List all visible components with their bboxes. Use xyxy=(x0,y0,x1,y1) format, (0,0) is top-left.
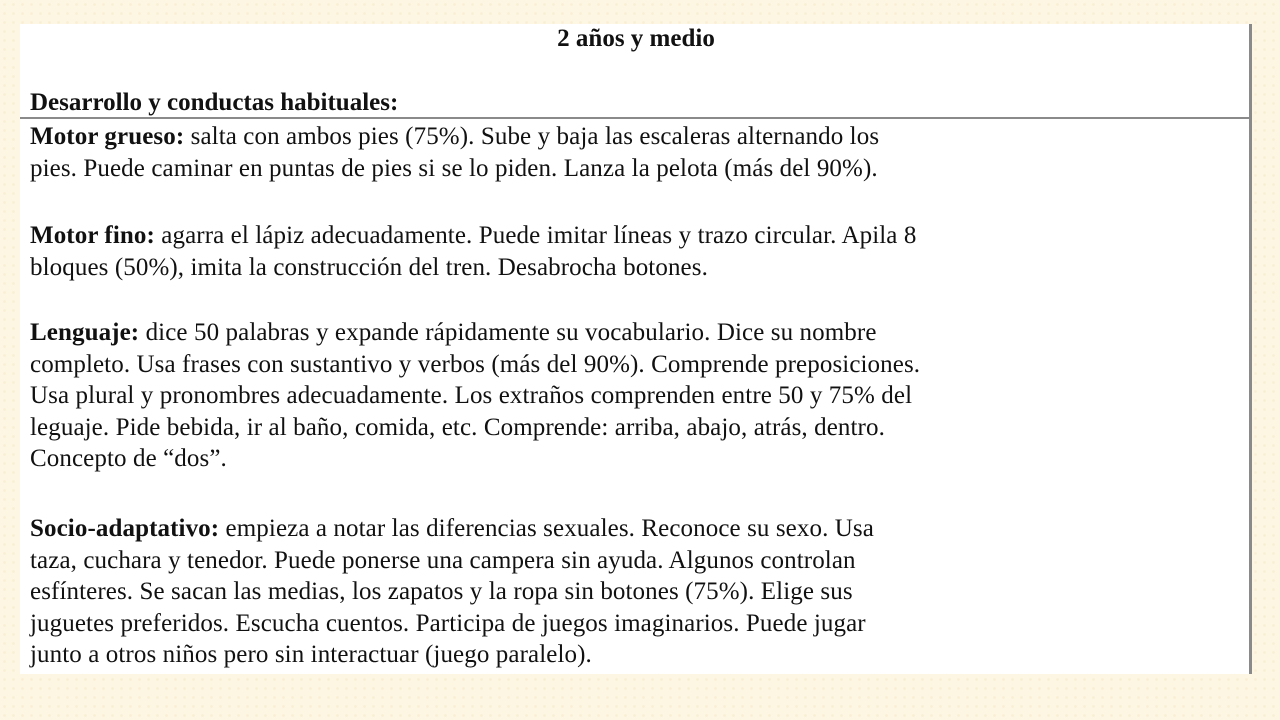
text-line: bloques (50%), imita la construcción del tren. Desabrocha botones. xyxy=(30,253,708,281)
section-label: Motor grueso: xyxy=(30,123,185,150)
text-line: completo. Usa frases con sustantivo y verbos (más del 90%). Comprende preposiciones. xyxy=(30,350,921,378)
page-title: 2 años y medio xyxy=(557,25,715,52)
section-text: agarra el lápiz adecuadamente. Puede imitar líneas y trazo circular. Apila 8 xyxy=(154,222,917,249)
section-text: dice 50 palabras y expande rápidamente su vocabulario. Dice su nombre xyxy=(139,319,877,346)
text-line xyxy=(30,220,1242,252)
socio-adaptativo-section xyxy=(30,513,1242,671)
document-panel xyxy=(20,24,1252,674)
text-line: junto a otros niños pero sin interactuar (juego paralelo). xyxy=(30,641,592,668)
text-line: juguetes preferidos. Escucha cuentos. Participa de juegos imaginarios. Puede jugar xyxy=(30,609,866,637)
motor-fino-section xyxy=(30,220,1242,283)
text-line: esfínteres. Se sacan las medias, los zapatos y la ropa sin botones (75%). Elige sus xyxy=(30,578,853,605)
section-label: Motor fino: xyxy=(30,222,155,249)
text-line: leguaje. Pide bebida, ir al baño, comida, etc. Comprende: arriba, abajo, atrás, dentro. xyxy=(30,413,885,441)
lenguaje-section xyxy=(30,317,1242,475)
text-line xyxy=(30,317,1242,349)
text-line xyxy=(30,121,1242,153)
text-line: Concepto de “dos”. xyxy=(30,445,227,472)
section-label: Lenguaje: xyxy=(30,319,140,346)
section-label: Socio-adaptativo: xyxy=(30,515,220,542)
text-line: Usa plural y pronombres adecuadamente. Los extraños comprenden entre 50 y 75% del xyxy=(30,382,913,409)
text-line: taza, cuchara y tenedor. Puede ponerse una campera sin ayuda. Algunos controlan xyxy=(30,546,856,574)
text-line: pies. Puede caminar en puntas de pies si se lo piden. Lanza la pelota (más del 90%). xyxy=(30,154,878,182)
motor-grueso-section xyxy=(30,121,1242,184)
section-subheading: Desarrollo y conductas habituales: xyxy=(30,89,399,116)
table-border-right xyxy=(1249,24,1252,674)
section-text: salta con ambos pies (75%). Sube y baja las escaleras alternando los xyxy=(184,123,880,150)
text-line xyxy=(30,513,1242,545)
section-text: empieza a notar las diferencias sexuales. Reconoce su sexo. Usa xyxy=(219,515,874,542)
